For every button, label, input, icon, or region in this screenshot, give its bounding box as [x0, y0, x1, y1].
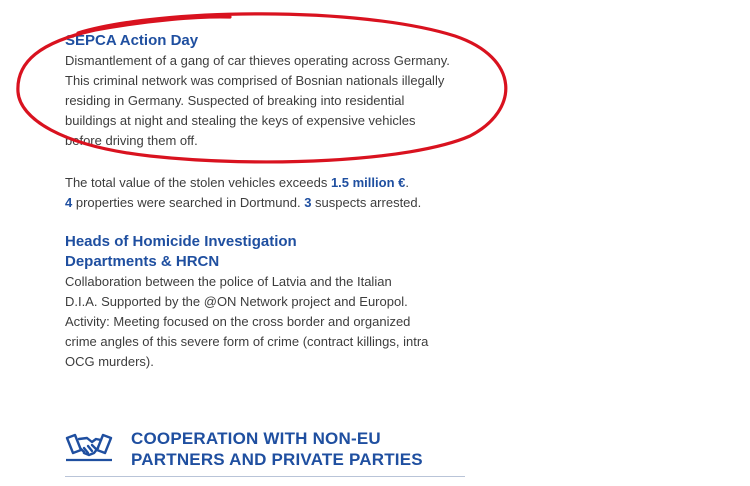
stats-line-2	[65, 193, 485, 213]
suspects-count: 3	[304, 195, 312, 210]
homicide-line-5: OCG murders).	[65, 354, 154, 369]
sepca-line-5: before driving them off.	[65, 133, 198, 148]
properties-count: 4	[65, 195, 73, 210]
homicide-title-line-2: Departments & HRCN	[65, 253, 220, 270]
homicide-section	[65, 232, 485, 372]
cooperation-title-line-2: PARTNERS AND PRIVATE PARTIES	[131, 450, 423, 469]
handshake-icon	[65, 430, 113, 464]
stats-section	[65, 173, 485, 213]
stolen-value: 1.5 million €	[330, 175, 406, 190]
cooperation-title-line-1: COOPERATION WITH NON-EU	[131, 429, 381, 448]
properties-text: properties were searched in Dortmund.	[72, 195, 305, 210]
sepca-title: SEPCA Action Day	[65, 32, 199, 49]
cooperation-title	[131, 428, 423, 470]
suspects-text: suspects arrested.	[311, 195, 422, 210]
homicide-line-1: Collaboration between the police of Latvia and the Italian	[65, 274, 392, 289]
sepca-line-4: buildings at night and stealing the keys of expensive vehicles	[65, 113, 416, 128]
sepca-section	[65, 31, 485, 151]
homicide-title-line-1: Heads of Homicide Investigation	[65, 233, 297, 250]
sepca-line-2: This criminal network was comprised of Bosnian nationals illegally	[65, 73, 445, 88]
homicide-line-3: Activity: Meeting focused on the cross border and organized	[65, 314, 411, 329]
stats-suffix: .	[405, 175, 409, 190]
sepca-line-1: Dismantlement of a gang of car thieves operating across Germany.	[65, 53, 450, 68]
section-divider	[65, 476, 465, 477]
homicide-line-4: crime angles of this severe form of crime (contract killings, intra	[65, 334, 429, 349]
stats-line-1	[65, 173, 485, 193]
stats-prefix: The total value of the stolen vehicles exceeds	[65, 175, 331, 190]
sepca-line-3: residing in Germany. Suspected of breaking into residential	[65, 93, 405, 108]
homicide-line-2: D.I.A. Supported by the @ON Network project and Europol.	[65, 294, 408, 309]
